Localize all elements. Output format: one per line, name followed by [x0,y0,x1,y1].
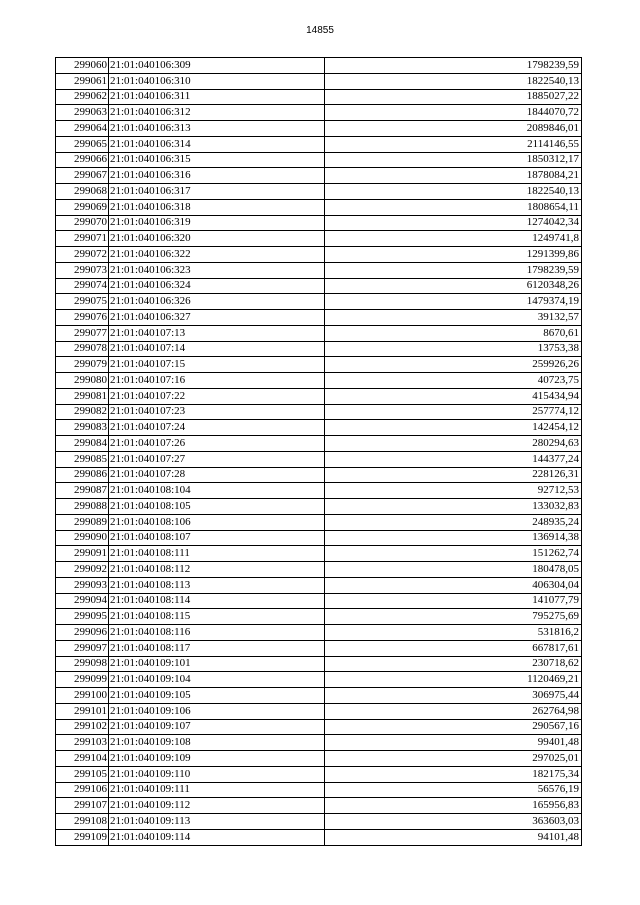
cadastral-value-cell: 165956,83 [325,798,582,814]
cadastral-value-cell: 1822540,13 [325,184,582,200]
cadastral-value-cell: 230718,62 [325,656,582,672]
row-number-cell: 299067 [56,168,109,184]
row-number-cell: 299093 [56,577,109,593]
row-number-cell: 299079 [56,357,109,373]
cadastral-value-cell: 1822540,13 [325,73,582,89]
cadastral-number-cell: 21:01:040106:326 [109,294,325,310]
cadastral-number-cell: 21:01:040109:111 [109,782,325,798]
cadastral-value-cell: 531816,2 [325,625,582,641]
table-row [56,89,582,105]
table-row [56,562,582,578]
cadastral-value-cell: 1274042,34 [325,215,582,231]
cadastral-number-cell: 21:01:040106:311 [109,89,325,105]
cadastral-value-cell: 406304,04 [325,577,582,593]
cadastral-number-cell: 21:01:040107:14 [109,341,325,357]
table-row [56,719,582,735]
table-row [56,546,582,562]
row-number-cell: 299094 [56,593,109,609]
row-number-cell: 299102 [56,719,109,735]
table-row [56,121,582,137]
table-row [56,373,582,389]
row-number-cell: 299090 [56,530,109,546]
cadastral-number-cell: 21:01:040106:322 [109,247,325,263]
cadastral-value-cell: 259926,26 [325,357,582,373]
row-number-cell: 299084 [56,436,109,452]
cadastral-number-cell: 21:01:040109:101 [109,656,325,672]
row-number-cell: 299098 [56,656,109,672]
table-row [56,530,582,546]
cadastral-number-cell: 21:01:040108:107 [109,530,325,546]
table-row [56,436,582,452]
cadastral-number-cell: 21:01:040106:313 [109,121,325,137]
cadastral-number-cell: 21:01:040108:113 [109,577,325,593]
cadastral-value-cell: 363603,03 [325,814,582,830]
cadastral-value-cell: 248935,24 [325,514,582,530]
cadastral-number-cell: 21:01:040107:23 [109,404,325,420]
table-row [56,199,582,215]
cadastral-value-cell: 1479374,19 [325,294,582,310]
cadastral-number-cell: 21:01:040109:107 [109,719,325,735]
cadastral-value-cell: 1798239,59 [325,262,582,278]
table-row [56,215,582,231]
row-number-cell: 299060 [56,58,109,74]
table-row [56,798,582,814]
table-row [56,310,582,326]
row-number-cell: 299082 [56,404,109,420]
cadastral-value-cell: 1291399,86 [325,247,582,263]
cadastral-number-cell: 21:01:040107:27 [109,451,325,467]
row-number-cell: 299066 [56,152,109,168]
row-number-cell: 299064 [56,121,109,137]
table-row [56,247,582,263]
table-row [56,278,582,294]
row-number-cell: 299105 [56,766,109,782]
cadastral-number-cell: 21:01:040106:314 [109,136,325,152]
cadastral-number-cell: 21:01:040109:110 [109,766,325,782]
cadastral-number-cell: 21:01:040106:323 [109,262,325,278]
table-row [56,152,582,168]
cadastral-number-cell: 21:01:040108:111 [109,546,325,562]
cadastral-value-cell: 1798239,59 [325,58,582,74]
cadastral-number-cell: 21:01:040109:109 [109,751,325,767]
table-row [56,341,582,357]
cadastral-number-cell: 21:01:040107:15 [109,357,325,373]
table-row [56,514,582,530]
row-number-cell: 299061 [56,73,109,89]
cadastral-number-cell: 21:01:040108:104 [109,483,325,499]
row-number-cell: 299075 [56,294,109,310]
row-number-cell: 299081 [56,388,109,404]
cadastral-number-cell: 21:01:040106:315 [109,152,325,168]
cadastral-number-cell: 21:01:040106:319 [109,215,325,231]
row-number-cell: 299092 [56,562,109,578]
row-number-cell: 299103 [56,735,109,751]
table-row [56,483,582,499]
table-row [56,58,582,74]
table-row [56,782,582,798]
cadastral-number-cell: 21:01:040106:317 [109,184,325,200]
cadastral-value-cell: 182175,34 [325,766,582,782]
cadastral-number-cell: 21:01:040109:108 [109,735,325,751]
row-number-cell: 299108 [56,814,109,830]
cadastral-value-cell: 8670,61 [325,325,582,341]
row-number-cell: 299073 [56,262,109,278]
cadastral-value-cell: 280294,63 [325,436,582,452]
cadastral-value-cell: 1878084,21 [325,168,582,184]
cadastral-value-cell: 136914,38 [325,530,582,546]
table-row [56,357,582,373]
row-number-cell: 299091 [56,546,109,562]
row-number-cell: 299100 [56,688,109,704]
cadastral-value-cell: 1850312,17 [325,152,582,168]
row-number-cell: 299099 [56,672,109,688]
cadastral-value-cell: 142454,12 [325,420,582,436]
cadastral-number-cell: 21:01:040106:309 [109,58,325,74]
row-number-cell: 299078 [56,341,109,357]
row-number-cell: 299068 [56,184,109,200]
table-row [56,703,582,719]
table-row [56,467,582,483]
table-row [56,593,582,609]
table-row [56,451,582,467]
row-number-cell: 299095 [56,609,109,625]
table-row [56,609,582,625]
cadastral-number-cell: 21:01:040107:28 [109,467,325,483]
cadastral-value-cell: 92712,53 [325,483,582,499]
table-row [56,735,582,751]
cadastral-value-cell: 39132,57 [325,310,582,326]
cadastral-number-cell: 21:01:040109:113 [109,814,325,830]
table-row [56,688,582,704]
row-number-cell: 299087 [56,483,109,499]
row-number-cell: 299106 [56,782,109,798]
cadastral-value-cell: 795275,69 [325,609,582,625]
row-number-cell: 299096 [56,625,109,641]
row-number-cell: 299063 [56,105,109,121]
row-number-cell: 299086 [56,467,109,483]
table-row [56,262,582,278]
cadastral-value-cell: 141077,79 [325,593,582,609]
cadastral-number-cell: 21:01:040107:13 [109,325,325,341]
table-row [56,388,582,404]
cadastral-value-cell: 40723,75 [325,373,582,389]
table-row [56,499,582,515]
table-row [56,105,582,121]
cadastral-value-cell: 306975,44 [325,688,582,704]
cadastral-number-cell: 21:01:040108:106 [109,514,325,530]
cadastral-number-cell: 21:01:040108:115 [109,609,325,625]
row-number-cell: 299089 [56,514,109,530]
cadastral-number-cell: 21:01:040108:105 [109,499,325,515]
cadastral-value-cell: 262764,98 [325,703,582,719]
row-number-cell: 299074 [56,278,109,294]
cadastral-value-table [55,57,582,846]
row-number-cell: 299109 [56,829,109,845]
cadastral-value-cell: 99401,48 [325,735,582,751]
row-number-cell: 299077 [56,325,109,341]
cadastral-number-cell: 21:01:040109:112 [109,798,325,814]
cadastral-number-cell: 21:01:040107:22 [109,388,325,404]
cadastral-value-cell: 13753,38 [325,341,582,357]
row-number-cell: 299072 [56,247,109,263]
cadastral-number-cell: 21:01:040107:16 [109,373,325,389]
cadastral-value-cell: 1808654,11 [325,199,582,215]
cadastral-value-cell: 228126,31 [325,467,582,483]
table-row [56,577,582,593]
cadastral-number-cell: 21:01:040106:320 [109,231,325,247]
table-row [56,625,582,641]
cadastral-value-cell: 297025,01 [325,751,582,767]
row-number-cell: 299070 [56,215,109,231]
row-number-cell: 299083 [56,420,109,436]
table-row [56,404,582,420]
table-row [56,73,582,89]
table-row [56,136,582,152]
cadastral-number-cell: 21:01:040109:105 [109,688,325,704]
table-row [56,294,582,310]
cadastral-number-cell: 21:01:040106:318 [109,199,325,215]
cadastral-value-cell: 2089846,01 [325,121,582,137]
cadastral-value-cell: 56576,19 [325,782,582,798]
table-row [56,325,582,341]
cadastral-number-cell: 21:01:040109:106 [109,703,325,719]
cadastral-number-cell: 21:01:040106:324 [109,278,325,294]
cadastral-value-cell: 667817,61 [325,640,582,656]
cadastral-value-cell: 2114146,55 [325,136,582,152]
cadastral-number-cell: 21:01:040107:24 [109,420,325,436]
row-number-cell: 299085 [56,451,109,467]
cadastral-value-cell: 151262,74 [325,546,582,562]
cadastral-value-cell: 133032,83 [325,499,582,515]
row-number-cell: 299062 [56,89,109,105]
cadastral-number-cell: 21:01:040108:112 [109,562,325,578]
cadastral-number-cell: 21:01:040108:114 [109,593,325,609]
cadastral-value-cell: 415434,94 [325,388,582,404]
table-row [56,829,582,845]
row-number-cell: 299097 [56,640,109,656]
table-row [56,184,582,200]
row-number-cell: 299069 [56,199,109,215]
cadastral-number-cell: 21:01:040106:312 [109,105,325,121]
cadastral-number-cell: 21:01:040106:310 [109,73,325,89]
cadastral-value-cell: 144377,24 [325,451,582,467]
table-row [56,640,582,656]
page-number: 14855 [306,25,334,36]
table-row [56,420,582,436]
cadastral-value-cell: 1120469,21 [325,672,582,688]
table-row [56,656,582,672]
cadastral-number-cell: 21:01:040109:114 [109,829,325,845]
row-number-cell: 299065 [56,136,109,152]
cadastral-value-cell: 180478,05 [325,562,582,578]
table-row [56,672,582,688]
row-number-cell: 299076 [56,310,109,326]
row-number-cell: 299101 [56,703,109,719]
row-number-cell: 299088 [56,499,109,515]
row-number-cell: 299071 [56,231,109,247]
table-row [56,814,582,830]
cadastral-value-cell: 1249741,8 [325,231,582,247]
cadastral-value-cell: 1885027,22 [325,89,582,105]
cadastral-number-cell: 21:01:040109:104 [109,672,325,688]
table-row [56,168,582,184]
cadastral-value-cell: 257774,12 [325,404,582,420]
cadastral-number-cell: 21:01:040108:116 [109,625,325,641]
cadastral-number-cell: 21:01:040106:316 [109,168,325,184]
cadastral-number-cell: 21:01:040108:117 [109,640,325,656]
cadastral-value-cell: 6120348,26 [325,278,582,294]
row-number-cell: 299107 [56,798,109,814]
row-number-cell: 299080 [56,373,109,389]
table-row [56,766,582,782]
row-number-cell: 299104 [56,751,109,767]
cadastral-value-cell: 1844070,72 [325,105,582,121]
cadastral-number-cell: 21:01:040106:327 [109,310,325,326]
table-row [56,231,582,247]
cadastral-value-cell: 94101,48 [325,829,582,845]
table-body [56,58,582,846]
table-row [56,751,582,767]
cadastral-value-cell: 290567,16 [325,719,582,735]
cadastral-number-cell: 21:01:040107:26 [109,436,325,452]
